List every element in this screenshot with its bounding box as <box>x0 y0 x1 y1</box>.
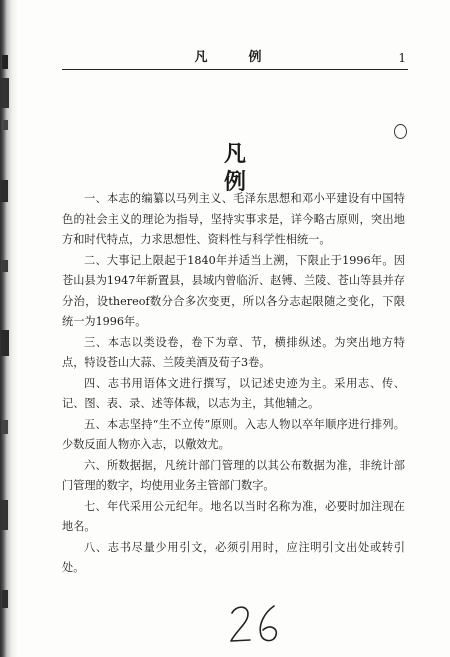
body-text <box>62 189 405 579</box>
paragraph-5: 五、本志坚持“生不立传”原则。入志人物以卒年顺序进行排列。少数反面人物亦入志，以儆效尤。 <box>62 417 405 451</box>
paragraph-1: 一、本志的编纂以马列主义、毛泽东思想和邓小平建设有中国特色的社会主义的理论为指导，坚持实事求是，详今略古原则，突出地方和时代特点，力求思想性、资料性与科学性相统一。 <box>62 192 405 246</box>
paragraph-7: 七、年代采用公元纪年。地名以当时名称为准，必要时加注现在地名。 <box>62 499 405 533</box>
page-title: 凡例 <box>223 141 286 195</box>
paragraph-8: 八、志书尽量少用引文，必须引用时，应注明引文出处或转引处。 <box>62 540 405 574</box>
page-number: 1 <box>398 51 406 65</box>
paragraph-6: 六、所数据据，凡统计部门管理的以其公布数据为准，非统计部门管理的数字，均使用业务主管部门数字。 <box>62 458 405 492</box>
handwritten-page-number <box>228 603 288 645</box>
running-title: 凡 例 <box>194 50 276 65</box>
running-header <box>62 50 408 68</box>
circle-mark-icon <box>394 124 407 139</box>
binding-edge-specks <box>0 0 14 657</box>
header-rule <box>62 69 408 70</box>
paragraph-2: 二、大事记上限起于1840年并适当上溯，下限止于1996年。因苍山县为1947年新置县，县域内曾临沂、赵镈、兰陵、苍山等县并存分治，设thereof数分合多次变更，所以各分志起限随之变化，下限统一为1996年。 <box>62 253 405 328</box>
paragraph-4: 四、志书用语体文进行撰写，以记述史迹为主。采用志、传、记、图、表、录、述等体裁，以志为主，其他辅之。 <box>62 376 405 410</box>
paragraph-3: 三、本志以类设卷，卷下为章、节，横排纵述。为突出地方特点，特设苍山大蒜、兰陵美酒及荀子3卷。 <box>62 335 405 369</box>
